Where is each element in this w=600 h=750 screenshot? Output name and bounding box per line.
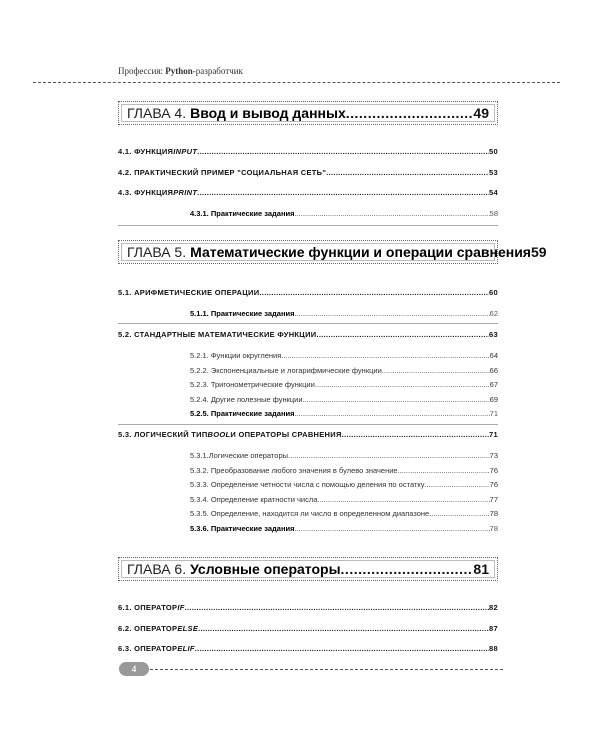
entry-page: 63 — [489, 330, 498, 339]
toc-entry[interactable] — [190, 309, 498, 318]
toc-entry[interactable] — [118, 188, 498, 197]
leader-dots — [295, 409, 490, 418]
entry-code: IF — [177, 603, 185, 612]
chapter-label: ГЛАВА 5. — [127, 244, 187, 260]
toc-entry[interactable] — [118, 147, 498, 156]
entry-code: ELSE — [177, 624, 199, 633]
entry-title: 5.3.4. Определение кратности числа — [190, 495, 318, 504]
entry-title: 5.2. СТАНДАРТНЫЕ МАТЕМАТИЧЕСКИЕ ФУНКЦИИ — [118, 330, 317, 339]
chapter-page: 49 — [473, 105, 489, 121]
entry-page: 66 — [489, 366, 498, 375]
chapter-label: ГЛАВА 6. — [127, 561, 187, 577]
entry-title: 5.3.3. Определение четности числа с помощью деления по остатку — [190, 480, 425, 489]
toc-entry[interactable] — [190, 524, 498, 533]
entry-title: 5.3. ЛОГИЧЕСКИЙ ТИП — [118, 430, 208, 439]
entry-title: 5.2.2. Экспоненциальные и логарифмические функции — [190, 366, 382, 375]
toc-entry[interactable] — [118, 168, 498, 177]
entry-title: 6.2. ОПЕРАТОР — [118, 624, 178, 633]
entry-page: 78 — [489, 509, 498, 518]
entry-page: 60 — [489, 288, 498, 297]
entry-title: 5.3.5. Определение, находится ли число в определенном диапазоне — [190, 509, 430, 518]
entry-page: 76 — [489, 466, 498, 475]
leader-dots — [281, 351, 489, 360]
toc-entry[interactable] — [190, 480, 498, 489]
entry-title: 4.3.1. Практические задания — [190, 209, 295, 218]
entry-page: 67 — [489, 380, 498, 389]
leader-dots — [398, 466, 490, 475]
leader-dots — [429, 509, 489, 518]
entry-title: 5.1. АРИФМЕТИЧЕСКИЕ ОПЕРАЦИИ — [118, 288, 260, 297]
toc-entry[interactable] — [190, 509, 498, 518]
toc-entry[interactable] — [190, 380, 498, 389]
leader-dots — [346, 105, 474, 121]
entry-title: 5.3.6. Практические задания — [190, 524, 295, 533]
leader-dots — [288, 451, 490, 460]
leader-dots — [195, 644, 489, 653]
entry-title: 6.3. ОПЕРАТОР — [118, 644, 178, 653]
toc-entry[interactable] — [118, 330, 498, 339]
footer-divider — [150, 669, 503, 670]
leader-dots — [295, 209, 490, 218]
toc-entry[interactable] — [190, 209, 498, 218]
entry-title: 6.1. ОПЕРАТОР — [118, 603, 178, 612]
entry-title: 5.2.4. Другие полезные функции — [190, 395, 303, 404]
entry-title: 5.2.3. Тригонометрические функции — [190, 380, 315, 389]
entry-title: 5.1.1. Практические задания — [190, 309, 295, 318]
chapter-label: ГЛАВА 4. — [127, 105, 187, 121]
leader-dots — [326, 168, 489, 177]
entry-title: 5.3.2. Преобразование любого значения в булево значение — [190, 466, 398, 475]
chapter-title: Ввод и вывод данных — [190, 105, 346, 121]
header-divider — [33, 82, 560, 83]
toc-entry[interactable] — [190, 366, 498, 375]
chapter-6-box[interactable] — [118, 557, 498, 581]
leader-dots — [185, 603, 489, 612]
header-name: Python — [165, 66, 193, 76]
divider — [118, 225, 498, 226]
entry-page: 50 — [489, 147, 498, 156]
entry-title: 4.1. ФУНКЦИЯ — [118, 147, 174, 156]
chapter-page: 59 — [530, 244, 547, 260]
leader-dots — [295, 309, 490, 318]
entry-page: 73 — [489, 451, 498, 460]
entry-code: PRINT — [173, 188, 198, 197]
header-prefix: Профессия: — [118, 66, 166, 76]
chapter-5-box[interactable] — [118, 240, 547, 264]
leader-dots — [341, 561, 474, 577]
leader-dots — [425, 480, 490, 489]
entry-title: 5.2.1. Функции округления — [190, 351, 282, 360]
toc-entry[interactable] — [118, 644, 498, 653]
entry-code: ELIF — [177, 644, 195, 653]
leader-dots — [303, 395, 490, 404]
toc-entry[interactable] — [190, 409, 498, 418]
leader-dots — [317, 495, 489, 504]
toc-entry[interactable] — [118, 288, 498, 297]
entry-page: 64 — [489, 351, 498, 360]
leader-dots — [197, 188, 489, 197]
leader-dots — [259, 288, 489, 297]
leader-dots — [342, 430, 489, 439]
entry-page: 78 — [489, 524, 498, 533]
running-header — [118, 66, 243, 76]
toc-entry[interactable] — [118, 603, 498, 612]
chapter-4-box[interactable] — [118, 101, 498, 125]
entry-title: 5.3.1.Логические операторы — [190, 451, 289, 460]
entry-page: 54 — [489, 188, 498, 197]
entry-page: 71 — [489, 409, 498, 418]
leader-dots — [197, 147, 489, 156]
divider — [118, 424, 498, 425]
entry-page: 76 — [489, 480, 498, 489]
entry-title-rest: И ОПЕРАТОРЫ СРАВНЕНИЯ — [230, 430, 342, 439]
entry-page: 62 — [489, 309, 498, 318]
entry-page: 87 — [489, 624, 498, 633]
chapter-page: 81 — [473, 561, 489, 577]
leader-dots — [382, 366, 490, 375]
entry-page: 58 — [489, 209, 498, 218]
toc-entry[interactable] — [190, 395, 498, 404]
entry-title: 4.3. ФУНКЦИЯ — [118, 188, 174, 197]
divider — [118, 323, 498, 324]
entry-page: 69 — [489, 395, 498, 404]
entry-page: 71 — [489, 430, 498, 439]
entry-page: 88 — [489, 644, 498, 653]
entry-page: 82 — [489, 603, 498, 612]
leader-dots — [295, 524, 490, 533]
entry-page: 77 — [489, 495, 498, 504]
entry-code: BOOL — [207, 430, 231, 439]
leader-dots — [315, 380, 490, 389]
entry-page: 53 — [489, 168, 498, 177]
page-number: 4 — [119, 662, 149, 676]
leader-dots — [316, 330, 489, 339]
entry-title: 5.2.5. Практические задания — [190, 409, 295, 418]
entry-title: 4.2. ПРАКТИЧЕСКИЙ ПРИМЕР "СОЦИАЛЬНАЯ СЕТЬ" — [118, 168, 327, 177]
header-suffix: -разработчик — [192, 66, 243, 76]
chapter-title: Условные операторы — [190, 561, 341, 577]
toc-entry[interactable] — [190, 466, 498, 475]
toc-entry[interactable] — [190, 451, 498, 460]
entry-code: INPUT — [173, 147, 198, 156]
toc-entry[interactable] — [118, 624, 498, 633]
toc-entry[interactable] — [190, 351, 498, 360]
leader-dots — [198, 624, 489, 633]
chapter-title: Математические функции и операции сравнения — [190, 244, 531, 260]
toc-entry[interactable] — [190, 495, 498, 504]
toc-entry[interactable] — [118, 430, 498, 439]
